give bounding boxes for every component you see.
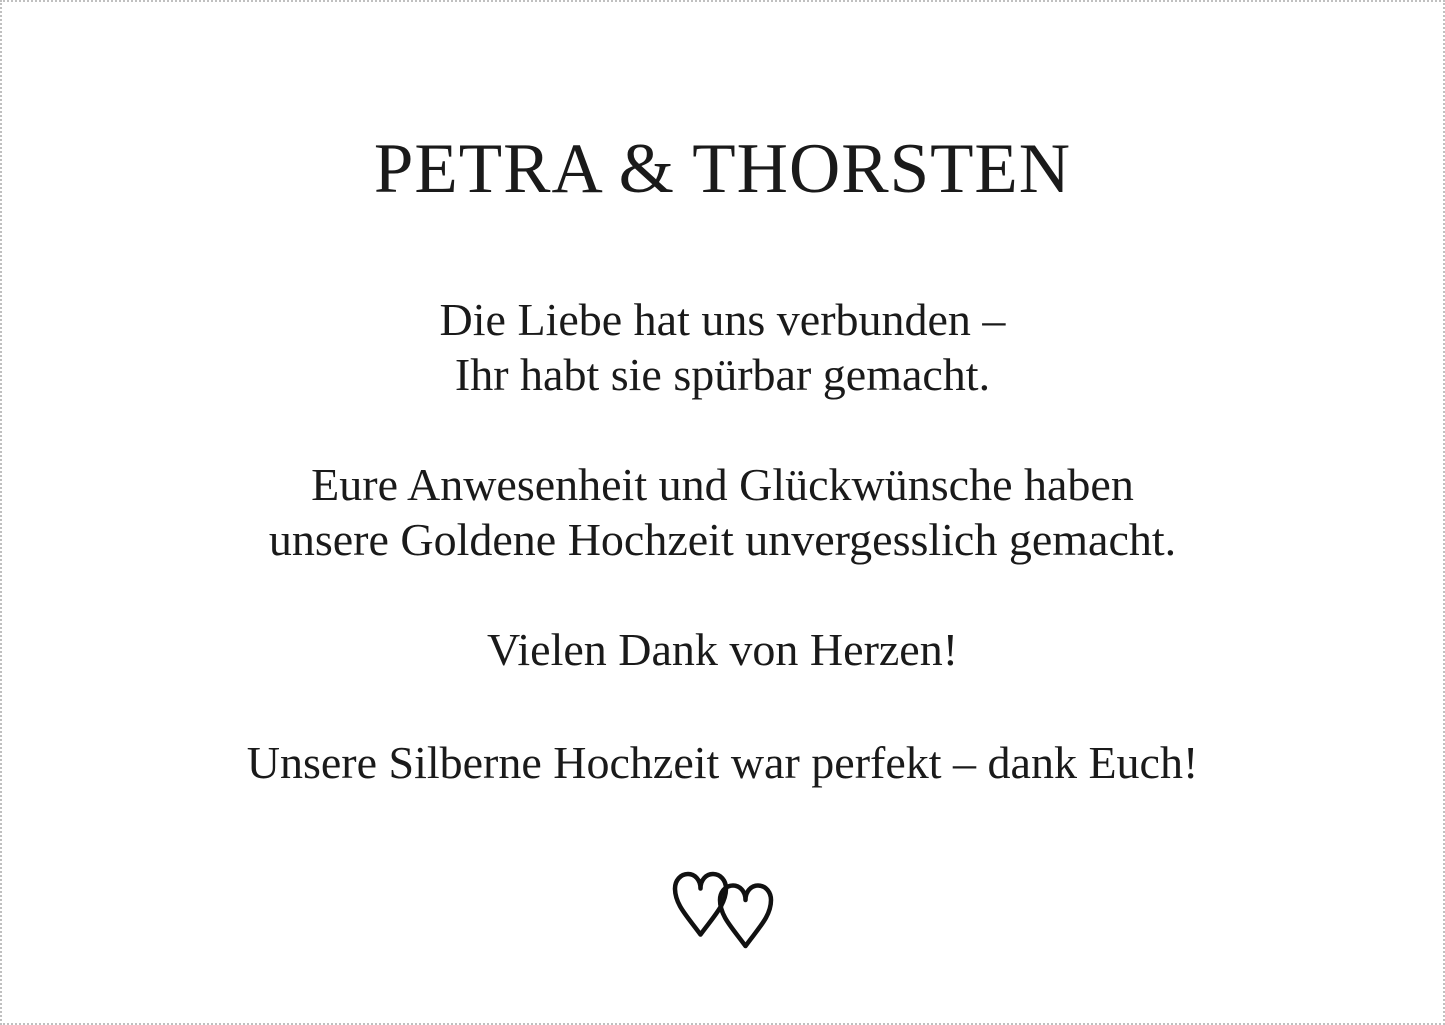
stanza-love	[2, 292, 1443, 402]
stanza-line: Vielen Dank von Herzen!	[486, 624, 959, 675]
stanza-line: Eure Anwesenheit und Glückwünsche haben	[311, 459, 1134, 510]
stanza-line: Ihr habt sie spürbar gemacht.	[454, 349, 991, 400]
stanza-heartfelt-thanks	[2, 622, 1443, 677]
stanza-thanks-presence	[2, 457, 1443, 567]
stanza-line: unsere Goldene Hochzeit unvergesslich gemacht.	[268, 514, 1177, 565]
card-title: PETRA & THORSTEN	[373, 130, 1072, 208]
stanza-line: Unsere Silberne Hochzeit war perfekt – dank Euch!	[246, 737, 1199, 788]
stanza-silver-wedding	[2, 735, 1443, 790]
interlocking-hearts-icon	[2, 870, 1443, 950]
stanza-line: Die Liebe hat uns verbunden –	[439, 294, 1006, 345]
